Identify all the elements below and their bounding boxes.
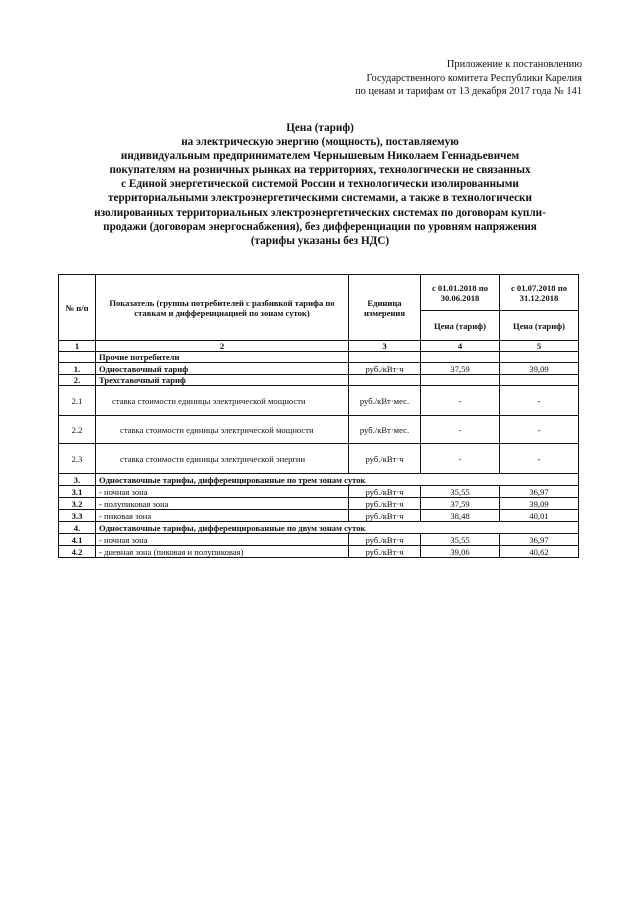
row-num: 3. bbox=[59, 474, 96, 486]
header-indicator: Показатель (группы потребителей с разбивкой тарифа по ставкам и дифференциацией по зонам суток) bbox=[96, 275, 349, 341]
column-number: 1 bbox=[59, 341, 96, 352]
row-num: 3.1 bbox=[59, 486, 96, 498]
tariff-table bbox=[58, 274, 579, 558]
row-label: Одноставочные тарифы, дифференцированные по трем зонам суток bbox=[96, 474, 579, 486]
row-num: 2.2 bbox=[59, 416, 96, 444]
row-value-1: 38,48 bbox=[421, 510, 500, 522]
column-number-row bbox=[59, 341, 579, 352]
title-line: на электрическую энергию (мощность), поставляемую bbox=[181, 136, 459, 149]
column-number: 4 bbox=[421, 341, 500, 352]
row-value-1: 37,59 bbox=[421, 498, 500, 510]
table-row bbox=[59, 510, 579, 522]
row-label: ставка стоимости единицы электрической мощности bbox=[96, 386, 349, 416]
table-row bbox=[59, 534, 579, 546]
title-line: территориальными электроэнергетическими системами, а также в технологически bbox=[108, 192, 532, 205]
appendix-note bbox=[262, 58, 582, 99]
row-unit: руб./кВт·ч bbox=[349, 534, 421, 546]
row-label: Одноставочный тариф bbox=[96, 363, 349, 375]
title-line: изолированных территориальных электроэнергетических системах по договорам купли- bbox=[94, 206, 546, 219]
title-line: продажи (договорам энергоснабжения), без дифференциации по уровням напряжения bbox=[103, 220, 537, 233]
row-num: 4.1 bbox=[59, 534, 96, 546]
table-row bbox=[59, 546, 579, 558]
row-unit: руб./кВт·ч bbox=[349, 546, 421, 558]
row-label: ставка стоимости единицы электрической энергии bbox=[96, 444, 349, 474]
row-num: 4. bbox=[59, 522, 96, 534]
row-unit: руб./кВт·мес. bbox=[349, 386, 421, 416]
row-label: - ночная зона bbox=[96, 534, 349, 546]
row-value-2: - bbox=[500, 444, 579, 474]
row-unit: руб./кВт·мес. bbox=[349, 416, 421, 444]
row-num: 3.3 bbox=[59, 510, 96, 522]
group-row bbox=[59, 352, 579, 363]
header-unit: Единица измерения bbox=[349, 275, 421, 341]
column-number: 5 bbox=[500, 341, 579, 352]
row-num: 2. bbox=[59, 375, 96, 386]
document-title bbox=[60, 121, 580, 248]
row-label: Трехставочный тариф bbox=[96, 375, 349, 386]
appendix-line: по ценам и тарифам от 13 декабря 2017 года № 141 bbox=[355, 86, 582, 98]
title-line: покупателям на розничных рынках на территориях, технологически не связанных bbox=[109, 164, 531, 177]
table-row bbox=[59, 498, 579, 510]
row-value-1: - bbox=[421, 444, 500, 474]
table-row bbox=[59, 444, 579, 474]
row-num: 2.3 bbox=[59, 444, 96, 474]
row-value-2: - bbox=[500, 386, 579, 416]
row-value-1: - bbox=[421, 386, 500, 416]
row-unit: руб./кВт·ч bbox=[349, 444, 421, 474]
row-value-2: 36,97 bbox=[500, 534, 579, 546]
row-num: 1. bbox=[59, 363, 96, 375]
row-value-2: 36,97 bbox=[500, 486, 579, 498]
group-label: Прочие потребители bbox=[96, 352, 349, 363]
header-price-2: Цена (тариф) bbox=[500, 311, 579, 341]
row-label: Одноставочные тарифы, дифференцированные по двум зонам суток bbox=[96, 522, 579, 534]
header-price-1: Цена (тариф) bbox=[421, 311, 500, 341]
row-unit: руб./кВт·ч bbox=[349, 510, 421, 522]
row-unit: руб./кВт·ч bbox=[349, 498, 421, 510]
section-row bbox=[59, 375, 579, 386]
title-line: Цена (тариф) bbox=[286, 122, 354, 134]
header-num: № п/п bbox=[59, 275, 96, 341]
header-row bbox=[59, 275, 579, 311]
row-value-1: 39,06 bbox=[421, 546, 500, 558]
appendix-line: Государственного комитета Республики Карелия bbox=[366, 72, 582, 84]
table-row bbox=[59, 416, 579, 444]
row-label: - полупиковая зона bbox=[96, 498, 349, 510]
row-value-1: 35,55 bbox=[421, 486, 500, 498]
table-row bbox=[59, 486, 579, 498]
row-num: 3.2 bbox=[59, 498, 96, 510]
header-period-2: с 01.07.2018 по 31.12.2018 bbox=[500, 275, 579, 311]
appendix-line: Приложение к постановлению bbox=[446, 59, 582, 70]
row-label: - дневная зона (пиковая и полупиковая) bbox=[96, 546, 349, 558]
row-num: 4.2 bbox=[59, 546, 96, 558]
row-unit: руб./кВт·ч bbox=[349, 486, 421, 498]
row-value-1: 37,59 bbox=[421, 363, 500, 375]
row-value-2: 39,09 bbox=[500, 363, 579, 375]
table-row bbox=[59, 386, 579, 416]
row-value-2: 40,62 bbox=[500, 546, 579, 558]
title-line: индивидуальным предпринимателем Чернышевым Николаем Геннадьевичем bbox=[120, 150, 520, 163]
row-value-2: 40,01 bbox=[500, 510, 579, 522]
row-num: 2.1 bbox=[59, 386, 96, 416]
title-line: (тарифы указаны без НДС) bbox=[250, 234, 390, 247]
table-row bbox=[59, 363, 579, 375]
column-number: 2 bbox=[96, 341, 349, 352]
row-label: - пиковая зона bbox=[96, 510, 349, 522]
row-value-2: 39,09 bbox=[500, 498, 579, 510]
row-value-1: - bbox=[421, 416, 500, 444]
row-label: - ночная зона bbox=[96, 486, 349, 498]
row-value-2: - bbox=[500, 416, 579, 444]
title-line: с Единой энергетической системой России и технологически изолированными bbox=[121, 178, 519, 191]
row-unit: руб./кВт·ч bbox=[349, 363, 421, 375]
section-row bbox=[59, 474, 579, 486]
column-number: 3 bbox=[349, 341, 421, 352]
header-period-1: с 01.01.2018 по 30.06.2018 bbox=[421, 275, 500, 311]
row-label: ставка стоимости единицы электрической мощности bbox=[96, 416, 349, 444]
row-value-1: 35,55 bbox=[421, 534, 500, 546]
section-row bbox=[59, 522, 579, 534]
